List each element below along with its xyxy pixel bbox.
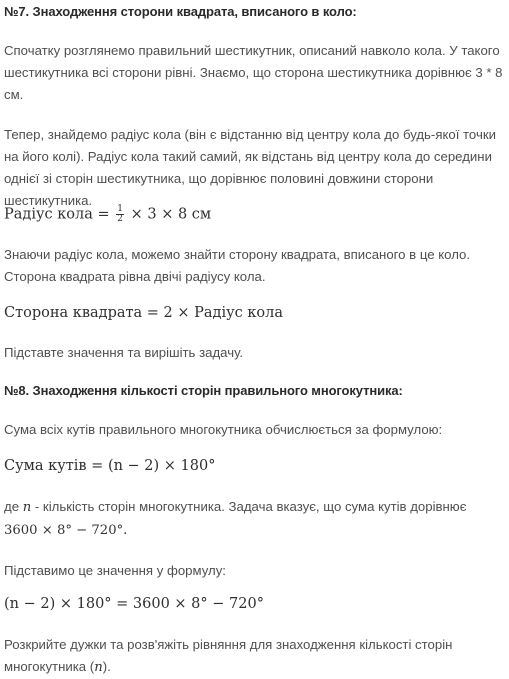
fraction-denominator: 2	[117, 214, 123, 224]
section-8-paragraph-2	[4, 496, 503, 542]
section-7-paragraph-4: Підставте значення та вирішіть задачу.	[4, 345, 244, 360]
section-8-paragraph-4	[4, 634, 503, 679]
p4-pre: Розкрийте дужки та розв'яжіть рівняння для знаходження кількості сторін многокутника (	[4, 637, 453, 674]
variable-n: n	[22, 500, 32, 515]
angle-sum-formula: Сума кутів = (n − 2) × 180°	[4, 458, 216, 474]
section-7-paragraph-2: Тепер, знайдемо радіус кола (він є відстанню від центру кола до будь-якої точки на його колі). Радіус кола такий самий, як відстань від центру кола до середини однієї зі сторін шестикутника, що дорівнює половині довжини сторони шестикутника.	[4, 127, 496, 208]
section-7-paragraph-3: Знаючи радіус кола, можемо знайти сторону квадрата, вписаного в це коло. Сторона квадрата рівна двічі радіусу кола.	[4, 247, 471, 284]
section-7-title: №7. Знаходження сторони квадрата, вписаного в коло:	[4, 4, 357, 19]
angle-sum-value: 3600 × 8° − 720°.	[4, 523, 128, 538]
p2-pre: де	[4, 499, 20, 514]
radius-formula-lhs: Радіус кола	[4, 206, 93, 223]
section-8-title: №8. Знаходження кількості сторін правильного многокутника:	[4, 383, 403, 398]
section-7-paragraph-1: Спочатку розглянемо правильний шестикутник, описаний навколо кола. У такого шестикутника всі сторони рівні. Знаємо, що сторона шестикутника дорівнює 3 * 8 см.	[4, 43, 503, 102]
fraction-numerator: 1	[117, 204, 123, 214]
radius-formula: Радіус кола = $\frac{1}{2}$ × 3 × 8 см	[4, 204, 212, 224]
section-8-paragraph-1: Сума всіх кутів правильного многокутника обчислюється за формулою:	[4, 422, 443, 437]
p2-post: - кількість сторін многокутника. Задача вказує, що сума кутів дорівнює	[34, 499, 467, 514]
variable-n: n	[94, 660, 103, 675]
section-8-paragraph-3: Підставимо це значення у формулу:	[4, 563, 226, 578]
substituted-equation: (n − 2) × 180° = 3600 × 8° − 720°	[4, 596, 264, 612]
radius-formula-rest: × 3 × 8 см	[130, 206, 212, 223]
p4-post: ).	[102, 659, 111, 674]
one-half-fraction	[116, 205, 124, 224]
square-side-formula: Сторона квадрата = 2 × Радіус кола	[4, 305, 284, 321]
